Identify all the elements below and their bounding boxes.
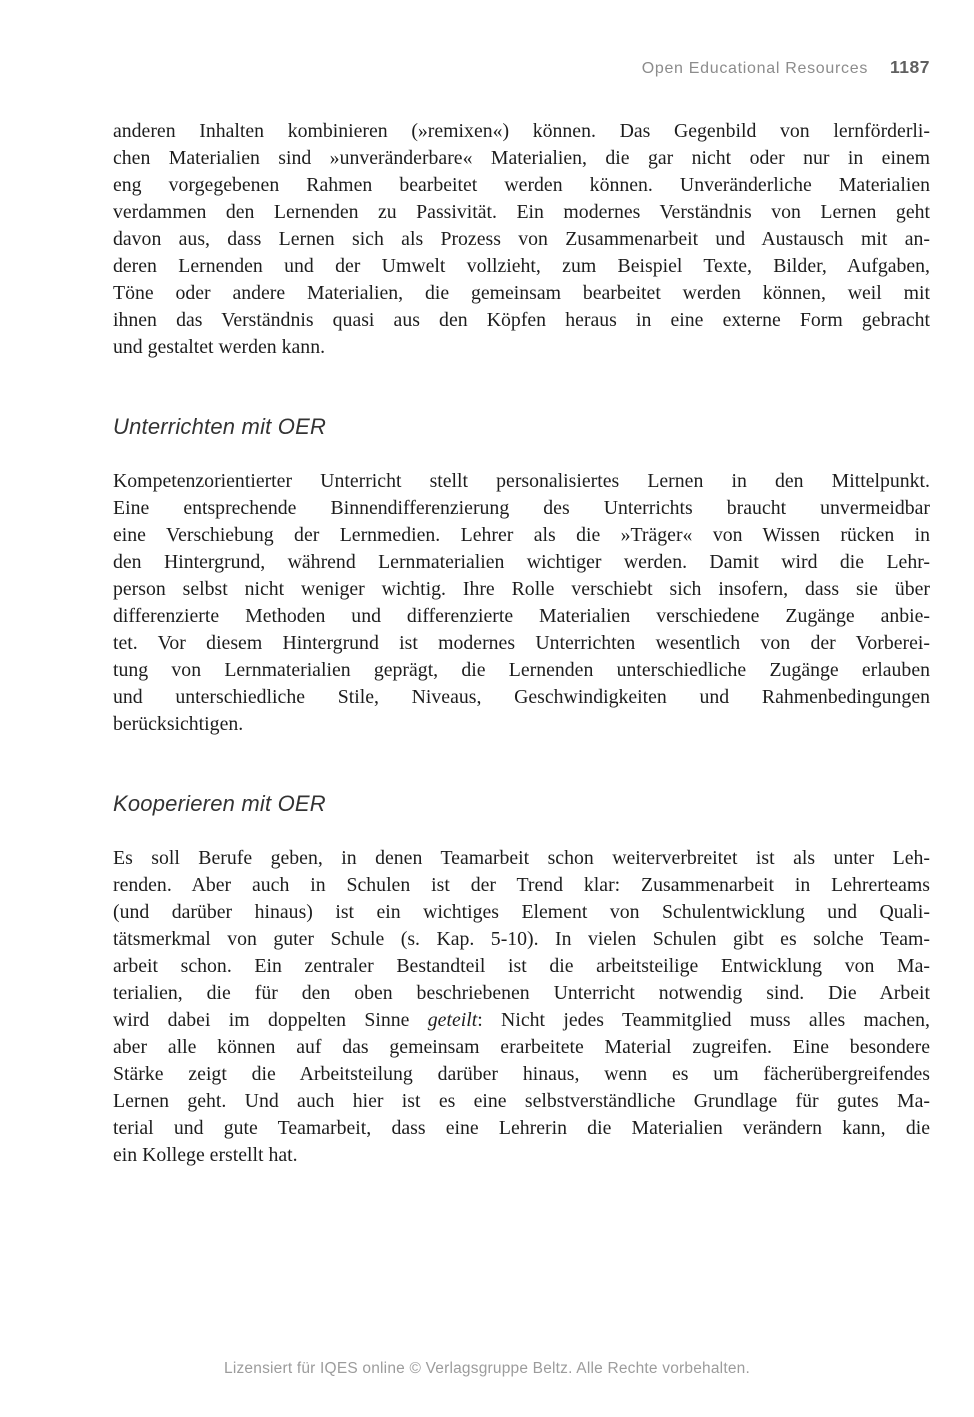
text-line: Kompetenzorientierter Unterricht stellt personalisiertes Lernen in den Mittelpunkt. bbox=[113, 470, 930, 492]
text-line: Eine entsprechende Binnendifferenzierung des Unterrichts braucht unvermeidbar bbox=[113, 497, 930, 519]
text-line: den Hintergrund, während Lernmaterialien wichtiger werden. Damit wird die Lehr- bbox=[113, 551, 930, 573]
text-line: Lernen geht. Und auch hier ist es eine selbstverständliche Grundlage für gutes Ma- bbox=[113, 1090, 930, 1112]
paragraph bbox=[113, 468, 930, 738]
text-line: und gestaltet werden kann. bbox=[113, 336, 326, 358]
text-line: renden. Aber auch in Schulen ist der Trend klar: Zusammenarbeit in Lehrerteams bbox=[113, 874, 930, 896]
text-line: chen Materialien sind »unveränderbare« Materialien, die gar nicht oder nur in einem bbox=[113, 147, 930, 169]
text-line: tung von Lernmaterialien geprägt, die Lernenden unterschiedliche Zugänge erlauben bbox=[113, 659, 930, 681]
text-line bbox=[113, 1007, 930, 1034]
text-line: (und darüber hinaus) ist ein wichtiges Element von Schulentwicklung und Quali- bbox=[113, 901, 930, 923]
paragraph bbox=[113, 845, 930, 1169]
text-line: terialien, die für den oben beschriebenen Unterricht notwendig sind. Die Arbeit bbox=[113, 982, 930, 1004]
text-line: eine Verschiebung der Lernmedien. Lehrer als die »Träger« von Wissen rücken in bbox=[113, 524, 930, 546]
text-line: person selbst nicht weniger wichtig. Ihre Rolle verschiebt sich insofern, dass sie über bbox=[113, 578, 930, 600]
text-line: und unterschiedliche Stile, Niveaus, Geschwindigkeiten und Rahmenbedingungen bbox=[113, 686, 930, 708]
text-line: Töne oder andere Materialien, die gemeinsam bearbeitet werden können, weil mit bbox=[113, 282, 930, 304]
page-content bbox=[113, 118, 930, 1169]
running-title: Open Educational Resources bbox=[641, 60, 869, 77]
text-line: Es soll Berufe geben, in denen Teamarbeit schon weiterverbreitet ist als unter Leh- bbox=[113, 847, 930, 869]
text-line: tätsmerkmal von guter Schule (s. Kap. 5-10). In vielen Schulen gibt es solche Team- bbox=[113, 928, 930, 950]
text-line: ein Kollege erstellt hat. bbox=[113, 1144, 298, 1166]
text-line: davon aus, dass Lernen sich als Prozess von Zusammenarbeit und Austausch mit an- bbox=[113, 228, 930, 250]
page-number: 1187 bbox=[890, 57, 930, 77]
page-header bbox=[0, 57, 930, 78]
text-line: deren Lernenden und der Umwelt vollzieht, zum Beispiel Texte, Bilder, Aufgaben, bbox=[113, 255, 930, 277]
section-heading: Kooperieren mit OER bbox=[113, 791, 326, 816]
emphasized-word: geteilt bbox=[427, 1009, 478, 1031]
text-line: terial und gute Teamarbeit, dass eine Lehrerin die Materialien verändern kann, die bbox=[113, 1117, 930, 1139]
text-line: differenzierte Methoden und differenzierte Materialien verschiedene Zugänge anbie- bbox=[113, 605, 930, 627]
text-line: anderen Inhalten kombinieren (»remixen«) können. Das Gegenbild von lernförderli- bbox=[113, 120, 930, 142]
text-line: aber alle können auf das gemeinsam erarbeitete Material zugreifen. Eine besondere bbox=[113, 1036, 930, 1058]
text-line: eng vorgegebenen Rahmen bearbeitet werden können. Unveränderliche Materialien bbox=[113, 174, 930, 196]
text-line: tet. Vor diesem Hintergrund ist modernes Unterrichten wesentlich von der Vorberei- bbox=[113, 632, 930, 654]
license-footer: Lizensiert für IQES online © Verlagsgruppe Beltz. Alle Rechte vorbehalten. bbox=[224, 1360, 750, 1377]
paragraph bbox=[113, 118, 930, 361]
section-heading: Unterrichten mit OER bbox=[113, 414, 327, 439]
text-line: verdammen den Lernenden zu Passivität. Ein modernes Verständnis von Lernen geht bbox=[113, 201, 930, 223]
text-line: berücksichtigen. bbox=[113, 713, 244, 735]
text-line: ihnen das Verständnis quasi aus den Köpfen heraus in eine externe Form gebracht bbox=[113, 309, 930, 331]
text-segment: wird dabei im doppelten Sinne bbox=[113, 1009, 428, 1031]
text-line: Stärke zeigt die Arbeitsteilung darüber hinaus, wenn es um fächerübergreifendes bbox=[113, 1063, 930, 1085]
text-line: arbeit schon. Ein zentraler Bestandteil ist die arbeitsteilige Entwicklung von Ma- bbox=[113, 955, 930, 977]
text-segment: : Nicht jedes Teammitglied muss alles machen, bbox=[477, 1009, 930, 1031]
